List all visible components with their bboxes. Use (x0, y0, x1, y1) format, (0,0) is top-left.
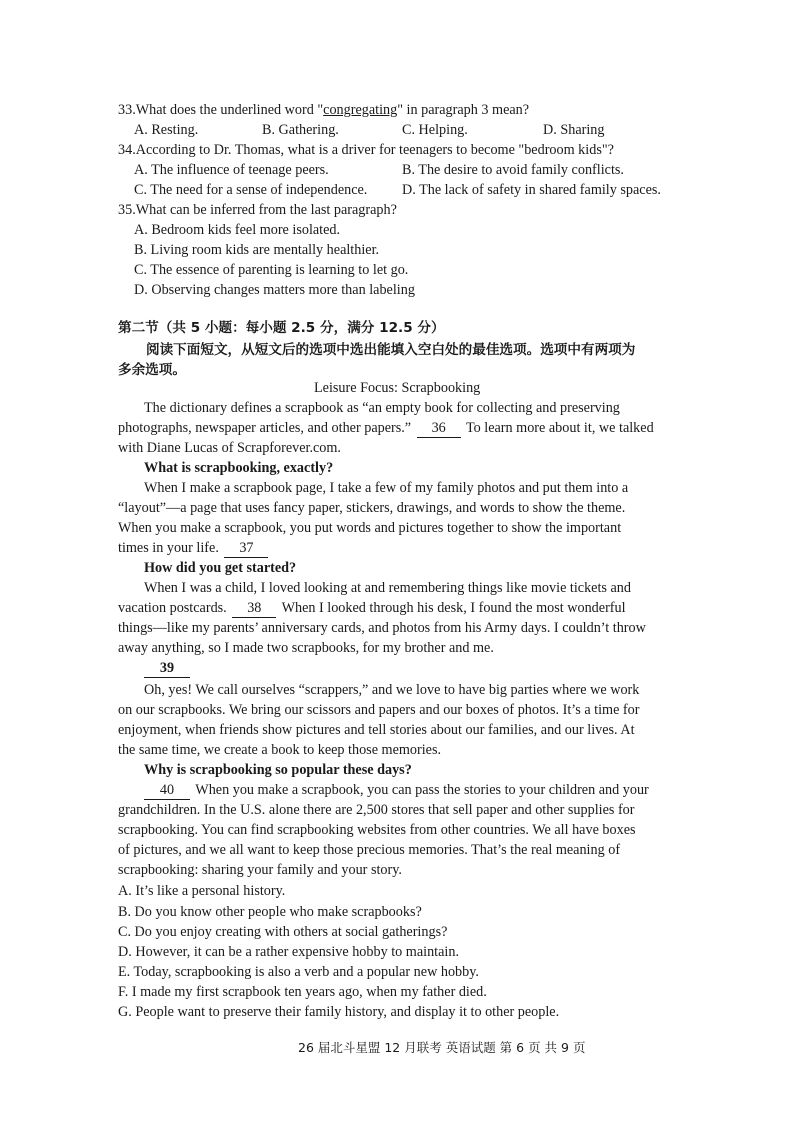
q35-stem: 35.What can be inferred from the last paragraph? (118, 202, 397, 218)
p2-line3: When you make a scrapbook, you put words and pictures together to show the important (118, 520, 622, 536)
p3-line2-text-a: vacation postcards. (118, 600, 227, 616)
section-instruction-line2: 多余选项。 (118, 362, 186, 378)
q33-stem-prefix: 33.What does the underlined word " (118, 102, 324, 118)
p4-line1: Oh, yes! We call ourselves “scrappers,” and we love to have big parties where we work (144, 682, 640, 698)
q33-option-d[interactable]: D. Sharing (543, 122, 605, 138)
blank-36[interactable]: 36 (417, 420, 461, 438)
q35-option-b[interactable]: B. Living room kids are mentally healthier. (134, 242, 380, 258)
q33-option-a[interactable]: A. Resting. (134, 122, 199, 138)
choice-c[interactable]: C. Do you enjoy creating with others at social gatherings? (118, 924, 448, 940)
p2-line4-text: times in your life. (118, 540, 219, 556)
choice-g[interactable]: G. People want to preserve their family history, and display it to other people. (118, 1004, 560, 1020)
p3-line2 (118, 598, 626, 618)
section-heading: 第二节（共 5 小题：每小题 2.5 分，满分 12.5 分） (118, 320, 445, 336)
q33-underlined-word: congregating (323, 102, 398, 118)
q34-option-c[interactable]: C. The need for a sense of independence. (134, 182, 368, 198)
q33-stem (118, 100, 529, 120)
p3-line4: away anything, so I made two scrapbooks, for my brother and me. (118, 640, 494, 656)
passage-title: Leisure Focus: Scrapbooking (314, 380, 481, 396)
p1-line2-text-a: photographs, newspaper articles, and other papers.” (118, 420, 412, 436)
q34-option-d[interactable]: D. The lack of safety in shared family spaces. (402, 182, 661, 198)
page-footer: 26 届北斗星盟 12 月联考 英语试题 第 6 页 共 9 页 (298, 1040, 586, 1055)
choice-e[interactable]: E. Today, scrapbooking is also a verb and a popular new hobby. (118, 964, 479, 980)
choice-a[interactable]: A. It’s like a personal history. (118, 883, 286, 899)
blank-37[interactable]: 37 (224, 540, 268, 558)
q34-option-a[interactable]: A. The influence of teenage peers. (134, 162, 329, 178)
p5-line5: scrapbooking: sharing your family and your story. (118, 862, 402, 878)
p1-line2-text-b: To learn more about it, we talked (465, 420, 654, 436)
q34-option-b[interactable]: B. The desire to avoid family conflicts. (402, 162, 624, 178)
p1-line2 (118, 418, 654, 438)
choice-b[interactable]: B. Do you know other people who make scrapbooks? (118, 904, 422, 920)
blank-38[interactable]: 38 (232, 600, 276, 618)
p2-line4 (118, 538, 270, 558)
p5-line1-text: When you make a scrapbook, you can pass the stories to your children and your (195, 782, 649, 798)
p2-line1: When I make a scrapbook page, I take a few of my family photos and put them into a (144, 480, 629, 496)
blank-40[interactable]: 40 (144, 782, 190, 800)
blank-39[interactable]: 39 (144, 660, 190, 678)
passage-heading-1: What is scrapbooking, exactly? (144, 460, 334, 476)
p4-line2: on our scrapbooks. We bring our scissors and papers and our boxes of photos. It’s a time for (118, 702, 640, 718)
p5-line2: grandchildren. In the U.S. alone there are 2,500 stores that sell paper and other supplies for (118, 802, 635, 818)
p3-line1: When I was a child, I loved looking at and remembering things like movie tickets and (144, 580, 631, 596)
p4-line4: the same time, we create a book to keep those memories. (118, 742, 442, 758)
q35-option-c[interactable]: C. The essence of parenting is learning to let go. (134, 262, 409, 278)
p1-line1: The dictionary defines a scrapbook as “an empty book for collecting and preserving (144, 400, 620, 416)
choice-d[interactable]: D. However, it can be a rather expensive hobby to maintain. (118, 944, 459, 960)
q35-option-d[interactable]: D. Observing changes matters more than labeling (134, 282, 415, 298)
choice-f[interactable]: F. I made my first scrapbook ten years ago, when my father died. (118, 984, 487, 1000)
p3-line2-text-b: When I looked through his desk, I found the most wonderful (281, 600, 626, 616)
blank-39-row (142, 658, 192, 678)
section-instruction-line1: 阅读下面短文，从短文后的选项中选出能填入空白处的最佳选项。选项中有两项为 (146, 342, 636, 358)
q33-option-c[interactable]: C. Helping. (402, 122, 468, 138)
passage-heading-2: How did you get started? (144, 560, 297, 576)
q35-option-a[interactable]: A. Bedroom kids feel more isolated. (134, 222, 341, 238)
q34-stem: 34.According to Dr. Thomas, what is a driver for teenagers to become "bedroom kids"? (118, 142, 614, 158)
q33-option-b[interactable]: B. Gathering. (262, 122, 339, 138)
p3-line3: things—like my parents’ anniversary cards, and photos from his Army days. I couldn’t throw (118, 620, 646, 636)
p5-line3: scrapbooking. You can find scrapbooking websites from other countries. We all have boxes (118, 822, 636, 838)
p4-line3: enjoyment, when friends show pictures and tell stories about our families, and our lives. At (118, 722, 635, 738)
q33-stem-suffix: " in paragraph 3 mean? (397, 102, 530, 118)
p1-line3: with Diane Lucas of Scrapforever.com. (118, 440, 341, 456)
p2-line2: “layout”—a page that uses fancy paper, stickers, drawings, and words to show the theme. (118, 500, 626, 516)
p5-line1 (142, 780, 649, 800)
p5-line4: of pictures, and we all want to keep those precious memories. That’s the real meaning of (118, 842, 621, 858)
passage-heading-3: Why is scrapbooking so popular these days? (144, 762, 412, 778)
